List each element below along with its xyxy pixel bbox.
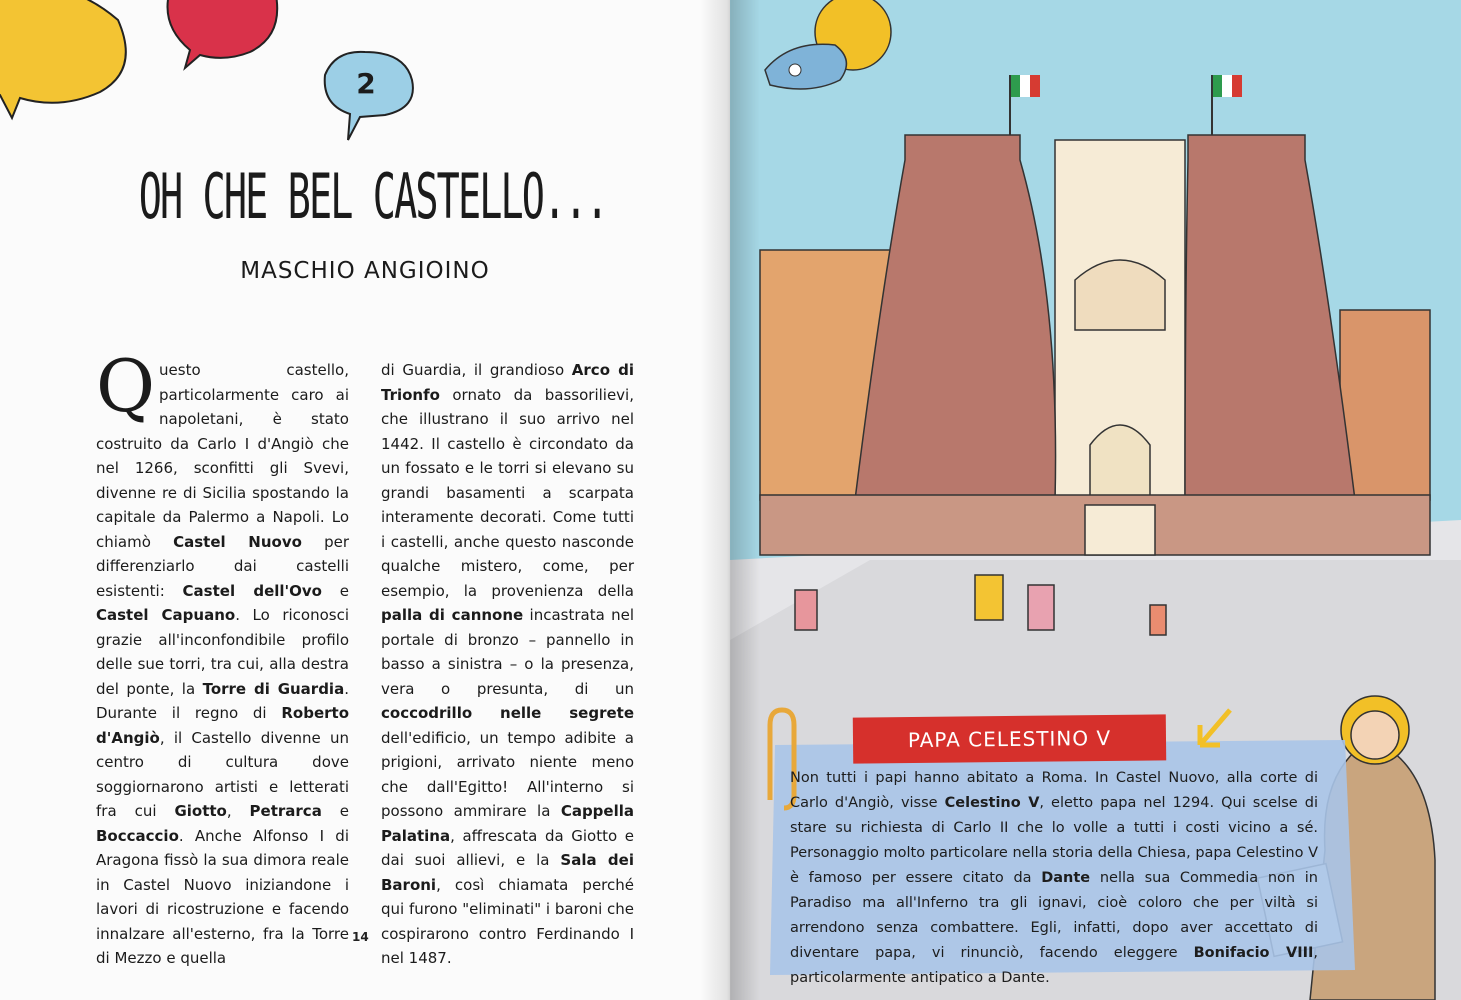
text-run: per differenziarlo dai castelli esistenti:	[96, 532, 350, 600]
bold-term: Dante	[1041, 870, 1091, 886]
text-run: ,	[226, 802, 250, 820]
page-subtitle: MASCHIO ANGIOINO	[240, 258, 490, 284]
text-run: , particolarmente antipatico a Dante.	[790, 945, 1318, 986]
text-run: nella sua Commedia non in Paradiso ma all'Inferno tra gli ignavi, cioè coloro che per viltà si arrendono senza combattere. Egli, infatti, dopo aver accettato di diventare papa, vi rinunciò, facendo eleggere	[790, 870, 1318, 961]
text-run: . Anche Alfonso I di Aragona fissò la sua dimora reale in Castel Nuovo iniziandone i lavori di ricostruzione e facendo innalzare all'esterno, fra la Torre di Mezzo e quella	[96, 826, 349, 967]
bold-term: Petrarca	[249, 802, 322, 820]
bold-term: palla di cannone	[381, 606, 524, 624]
yellow-speech-bubble-icon	[0, 0, 126, 118]
bold-term: coccodrillo nelle segrete	[381, 704, 634, 722]
bold-term: Giotto	[174, 802, 227, 820]
left-page	[0, 0, 730, 1000]
chapter-number: 2	[356, 67, 376, 100]
text-column-2	[381, 358, 634, 971]
sidebar-box-text	[790, 766, 1318, 991]
red-speech-bubble-icon	[168, 0, 278, 68]
text-run: Non tutti i papi hanno abitato a Roma. In Castel Nuovo, alla corte di Carlo d'Angiò, visse	[790, 770, 1318, 811]
bold-term: Roberto d'Angiò	[96, 704, 349, 747]
bold-term: Castel Capuano	[96, 606, 236, 624]
bold-term: Castel dell'Ovo	[182, 581, 322, 600]
text-run: , così chiamata perché qui furono "eliminati" i baroni che cospirarono contro Ferdinando I nel 1487.	[381, 875, 634, 967]
text-run: , il Castello divenne un centro di cultura dove soggiornarono artisti e letterati fra cui	[96, 728, 349, 820]
text-column-1	[96, 344, 350, 971]
text-run: di Guardia, il grandioso	[381, 361, 572, 379]
bold-term: Celestino V	[944, 795, 1040, 811]
page-title: OH CHE BEL CASTELLO...	[138, 160, 607, 233]
bold-term: Sala dei Baroni	[381, 851, 634, 894]
drop-cap: Q	[96, 344, 156, 428]
text-run: uesto castello, particolarmente caro ai napoletani, è stato costruito da Carlo I d'Angiò che nel 1266, sconfitti gli Svevi, divenne re di Sicilia spostando la capitale da Palermo a Napoli. Lo chiamò	[96, 361, 349, 551]
text-run: , eletto papa nel 1294. Qui scelse di stare su richiesta di Carlo II che lo volle a tutti i costi vicino a sé. Personaggio molto particolare nella storia della Chiesa, papa Celestino V è famoso per essere citato da	[790, 795, 1318, 886]
text-run: ornato da bassorilievi, che illustrano il suo arrivo nel 1442. Il castello è circondato da un fossato e le torri si elevano su grandi basamenti a scarpata interamente decorati. Come tutti i castelli, anche questo nasconde qualche mistero, come, per esempio, la provenienza della	[381, 385, 634, 600]
text-run: incastrata nel portale di bronzo – pannello in basso a sinistra – o la presenza, vera o presunta, di un	[381, 606, 634, 698]
text-run: e	[321, 802, 349, 820]
bold-term: Arco di Trionfo	[381, 361, 634, 404]
text-run: , affrescata da Giotto e dai suoi allievi, e la	[381, 826, 634, 869]
page-number: 14	[352, 930, 369, 944]
bold-term: Cappella Palatina	[381, 802, 634, 845]
text-run: . Lo riconosci grazie all'inconfondibile profilo delle sue torri, tra cui, alla destra del ponte, la	[96, 606, 350, 698]
text-run: . Durante il regno di	[96, 679, 349, 722]
text-run: dell'edificio, un tempo adibite a prigioni, arrivato niente meno che dall'Egitto! All'interno si possono ammirare la	[381, 728, 634, 820]
bold-term: Castel Nuovo	[173, 532, 302, 551]
bold-term: Torre di Guardia	[202, 679, 345, 698]
bold-term: Boccaccio	[96, 826, 179, 845]
text-run: e	[321, 581, 349, 600]
bold-term: Bonifacio VIII	[1193, 945, 1314, 961]
sidebar-box-title: PAPA CELESTINO V	[853, 714, 1166, 763]
